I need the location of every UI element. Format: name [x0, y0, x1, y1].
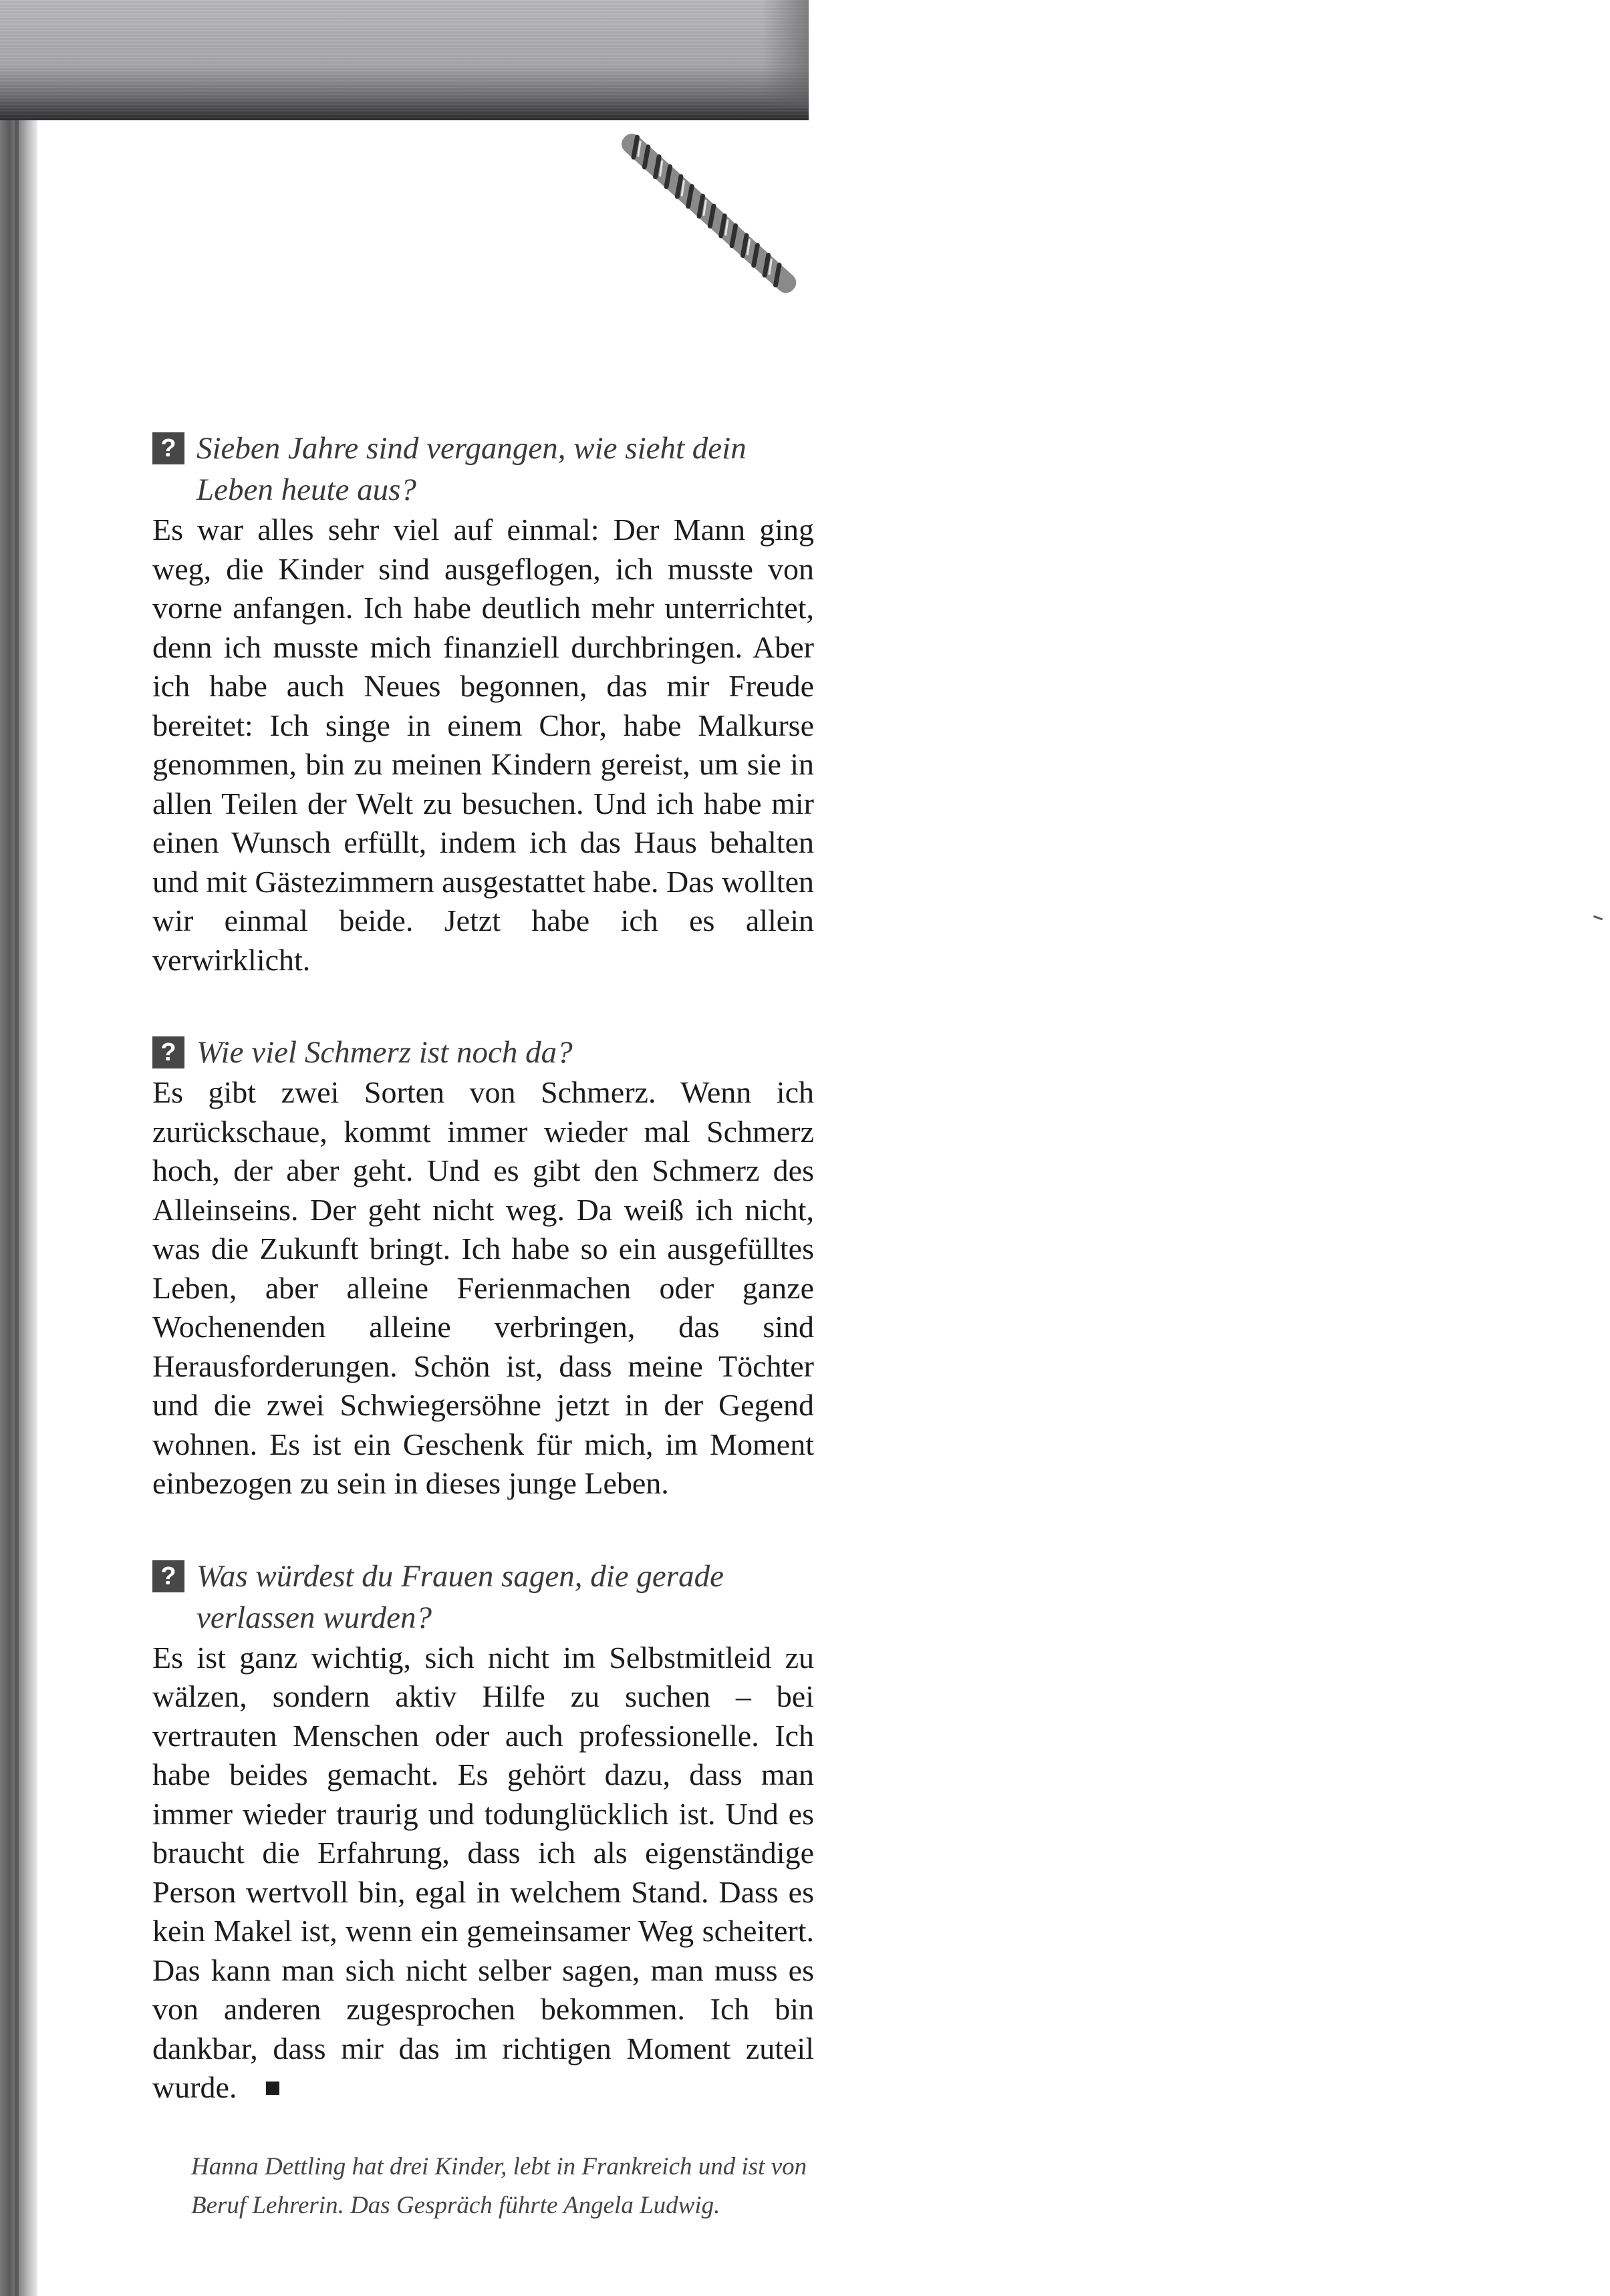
scan-edge-line: [15, 114, 19, 2296]
answer-paragraph: Es gibt zwei Sorten von Schmerz. Wenn ich zurückschaue, kommt immer wieder mal Schmerz hoch, der aber geht. Und es gibt den Schmerz des Alleinseins. Der geht nicht weg. Da weiß ich nicht, was die Zukunft bringt. Ich habe so ein ausgefülltes Leben, aber alleine Ferienmachen oder ganze Wochenenden alleine verbringen, das sind Herausforderungen. Schön ist, dass meine Töchter und die zwei Schwiegersöhne jetzt in der Gegend wohnen. Es ist ein Geschenk für mich, im Moment einbezogen zu sein in dieses junge Leben.: [152, 1075, 814, 1500]
scan-speck: [1593, 915, 1603, 921]
qa-block: [152, 1032, 814, 1503]
question-heading: [152, 428, 814, 511]
question-text: Was würdest du Frauen sagen, die gerade verlassen wurden?: [196, 1558, 724, 1635]
question-mark-icon: ?: [152, 1560, 184, 1592]
answer-paragraph: Es war alles sehr viel auf einmal: Der Mann ging weg, die Kinder sind ausgeflogen, ich musste von vorne anfangen. Ich habe deutlich mehr unterrichtet, denn ich musste mich finanziell durchbringen. Aber ich habe auch Neues begonnen, das mir Freude bereitet: Ich singe in einem Chor, habe Malkurse genommen, bin zu meinen Kindern gereist, um sie in allen Teilen der Welt zu besuchen. Und ich habe mir einen Wunsch erfüllt, indem ich das Haus behalten und mit Gästezimmern ausgestattet habe. Das wollten wir einmal beide. Jetzt habe ich es allein verwirklicht.: [152, 513, 815, 977]
question-heading: [152, 1032, 814, 1073]
answer-paragraph-final: [152, 1638, 814, 2108]
question-text: Wie viel Schmerz ist noch da?: [196, 1035, 573, 1070]
question-heading: [152, 1556, 814, 1638]
end-of-article-mark: [266, 2082, 279, 2095]
question-mark-icon: ?: [152, 432, 184, 464]
qa-block: [152, 1556, 814, 2108]
qa-block: [152, 428, 814, 980]
author-note: Hanna Dettling hat drei Kinder, lebt in Frankreich und ist von Beruf Lehrerin. Das Gespräch führte Angela Ludwig.: [191, 2153, 807, 2219]
question-mark-icon: ?: [152, 1036, 184, 1068]
scan-edge: [0, 0, 37, 2296]
header-photo-shadow: [762, 0, 809, 107]
question-text: Sieben Jahre sind vergangen, wie sieht dein Leben heute aus?: [196, 431, 747, 507]
rope-image: [588, 94, 829, 334]
answer-text: Es ist ganz wichtig, sich nicht im Selbstmitleid zu wälzen, sondern aktiv Hilfe zu suchen – bei vertrauten Menschen oder auch professionelle. Ich habe beides gemacht. Es gehört dazu, dass man immer wieder traurig und todunglücklich ist. Und es braucht die Erfahrung, dass ich als eigenständige Person wertvoll bin, egal in welchem Stand. Dass es kein Makel ist, wenn ein gemeinsamer Weg scheitert. Das kann man sich nicht selber sagen, man muss es von anderen zugesprochen bekommen. Ich bin dankbar, dass mir das im richtigen Moment zuteil wurde.: [152, 1640, 814, 2104]
article-body: [152, 428, 814, 2160]
